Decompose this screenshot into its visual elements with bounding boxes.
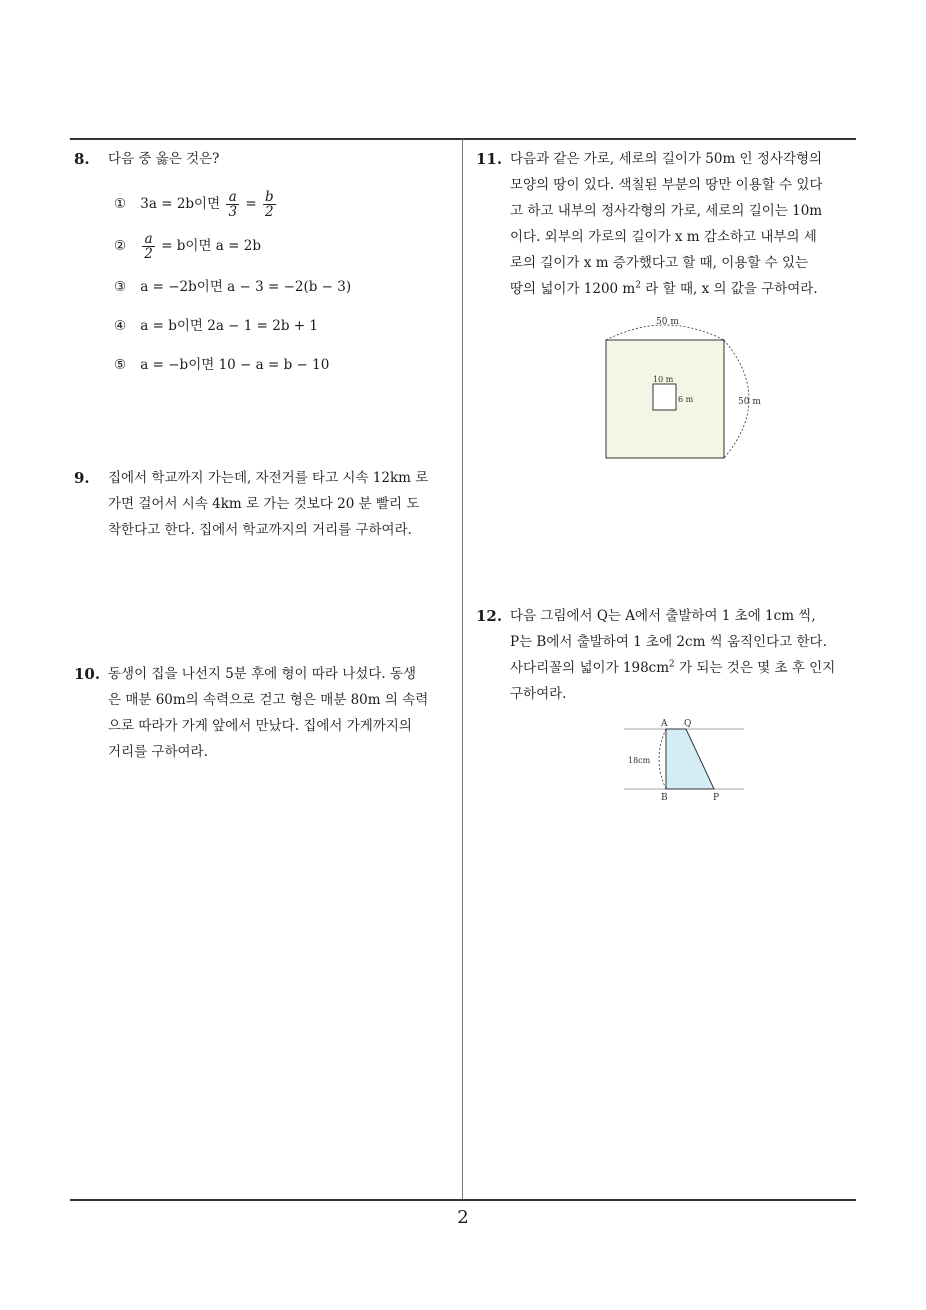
problem-line: 땅의 넓이가 1200 $m^2$ 라 할 때, x 의 값을 구하여라. — [510, 280, 818, 297]
inner-square — [653, 384, 676, 410]
label-inner-width: 10 m — [653, 375, 674, 384]
column-divider — [462, 139, 463, 1200]
square-land-figure — [596, 312, 776, 467]
problem-line: 은 매분 60m의 속력으로 걷고 형은 매분 80m 의 속력 — [108, 692, 429, 708]
equals-sign: = — [245, 196, 257, 212]
label-height: 18cm — [628, 756, 651, 765]
problem-line: 이다. 외부의 가로의 길이가 x m 감소하고 내부의 세 — [510, 229, 817, 245]
problem-line: 동생이 집을 나선지 5분 후에 형이 따라 나섰다. 동생 — [108, 666, 417, 682]
fraction: $\frac{a}{2}$ — [144, 231, 153, 262]
problem-number: 8. — [74, 150, 90, 168]
top-rule — [70, 138, 856, 140]
problem-line: 집에서 학교까지 가는데, 자전거를 타고 시속 12km 로 — [108, 470, 429, 486]
label-inner-height: 6 m — [678, 395, 694, 404]
problem-number: 12. — [476, 607, 503, 625]
choice-mark: ② — [114, 238, 127, 254]
problem-line: P는 B에서 출발하여 1 초에 2cm 씩 움직인다고 한다. — [510, 634, 827, 650]
choice-text: a = b이면 2a − 1 = 2b + 1 — [140, 318, 318, 334]
problem-number: 10. — [74, 665, 101, 683]
trapezoid-figure — [620, 716, 750, 806]
problem-line: 사다리꼴의 넓이가 $198cm^2$ 가 되는 것은 몇 초 후 인지 — [510, 659, 836, 676]
page-number: 2 — [457, 1207, 469, 1228]
height-arc — [659, 729, 666, 789]
problem-10 — [74, 661, 459, 765]
choice-4 — [114, 313, 318, 339]
choice-mark: ① — [114, 196, 127, 212]
label-B: B — [661, 793, 668, 803]
fraction: $\frac{b}{2}$ — [264, 189, 274, 220]
label-A: A — [661, 719, 668, 729]
choice-text: = b이면 a = 2b — [161, 238, 261, 254]
label-P: P — [713, 793, 720, 803]
label-right: 50 m — [738, 397, 761, 407]
problem-line: 고 하고 내부의 정사각형의 가로, 세로의 길이는 10m — [510, 203, 823, 219]
choice-1 — [114, 190, 278, 219]
problem-line: 구하여라. — [510, 686, 567, 702]
problem-line: 거리를 구하여라. — [108, 744, 208, 760]
choice-2 — [114, 232, 261, 261]
choice-condition: 3a = 2b이면 — [140, 196, 221, 212]
label-Q: Q — [684, 719, 692, 729]
problem-question: 다음 중 옳은 것은? — [108, 151, 220, 167]
choice-3 — [114, 274, 351, 300]
choice-text: a = −2b이면 a − 3 = −2(b − 3) — [140, 279, 352, 295]
label-top: 50 m — [656, 317, 679, 327]
top-dimension-arc — [606, 325, 724, 340]
fraction: $\frac{a}{3}$ — [228, 189, 238, 220]
choice-5 — [114, 352, 329, 378]
problem-number: 11. — [476, 150, 503, 168]
problem-9 — [74, 465, 459, 543]
problem-line: 다음 그림에서 Q는 A에서 출발하여 1 초에 1cm 씩, — [510, 608, 816, 624]
choice-mark: ⑤ — [114, 357, 127, 373]
problem-line: 착한다고 한다. 집에서 학교까지의 거리를 구하여라. — [108, 522, 412, 538]
problem-line: 으로 따라가 가게 앞에서 만났다. 집에서 가게까지의 — [108, 718, 412, 734]
problem-8 — [74, 146, 454, 386]
bottom-rule — [70, 1199, 856, 1201]
problem-number: 9. — [74, 469, 90, 487]
problem-line: 가면 걸어서 시속 4km 로 가는 것보다 20 분 빨리 도 — [108, 496, 420, 512]
problem-line: 모양의 땅이 있다. 색칠된 부분의 땅만 이용할 수 있다 — [510, 177, 823, 193]
choice-text: a = −b이면 10 − a = b − 10 — [140, 357, 330, 373]
choice-mark: ③ — [114, 279, 127, 295]
choice-mark: ④ — [114, 318, 127, 334]
problem-line: 로의 길이가 x m 증가했다고 할 때, 이용할 수 있는 — [510, 255, 809, 271]
trapezoid — [666, 729, 714, 789]
problem-line: 다음과 같은 가로, 세로의 길이가 50m 인 정사각형의 — [510, 151, 823, 167]
problem-12 — [476, 603, 861, 707]
problem-11 — [476, 146, 861, 302]
